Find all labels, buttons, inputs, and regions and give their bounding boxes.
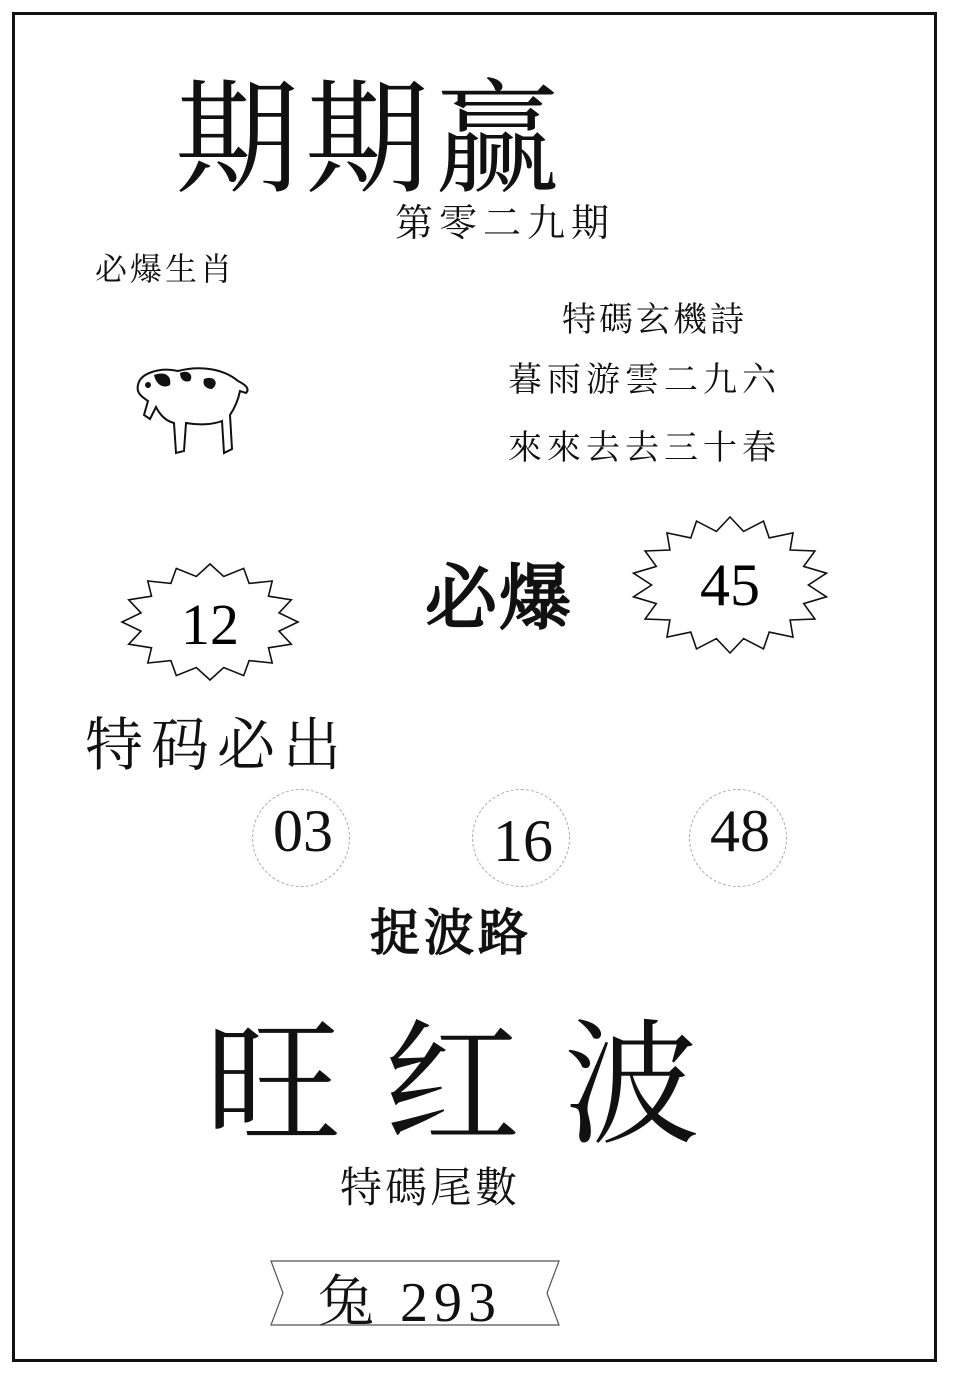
tail-heading: 特碼尾數 xyxy=(340,1163,521,1212)
hot-number-left: 12 xyxy=(181,592,239,657)
tail-value: 兔 293 xyxy=(318,1272,502,1334)
wave-value: 旺 红 波 xyxy=(205,1007,700,1165)
must-out-heading: 特码必出 xyxy=(85,711,350,779)
poem-line-2: 來來去去三十春 xyxy=(508,428,781,468)
starburst-left xyxy=(120,562,300,682)
hot-number-right: 45 xyxy=(700,552,760,618)
must-out-number: 16 xyxy=(468,785,578,895)
starburst-right xyxy=(630,515,830,655)
sheep-icon xyxy=(120,345,260,465)
must-out-number: 03 xyxy=(248,785,358,895)
page-title: 期期赢 xyxy=(175,68,566,212)
wave-heading: 捉波路 xyxy=(370,904,532,962)
issue-number: 第零二九期 xyxy=(395,201,616,245)
poem-title: 特碼玄機詩 xyxy=(562,300,747,340)
hot-label: 必爆 xyxy=(425,556,574,640)
poem-line-1: 暮雨游雲二九六 xyxy=(508,360,781,400)
must-out-number: 48 xyxy=(685,785,795,895)
zodiac-heading: 必爆生肖 xyxy=(95,250,236,288)
